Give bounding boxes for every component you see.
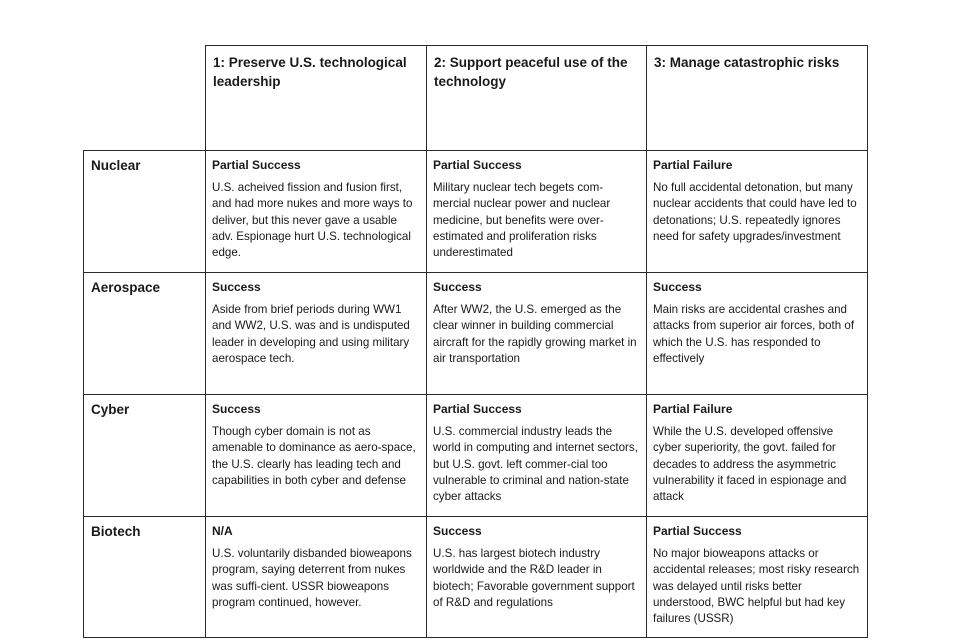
table-cell (427, 151, 647, 273)
row-label: Aerospace (84, 273, 206, 395)
cell-description: After WW2, the U.S. emerged as the clear winner in building commercial aircraft for the rapidly growing market in air transportation (433, 303, 637, 365)
table-cell (647, 151, 868, 273)
cell-description: Military nuclear tech begets com-mercial nuclear power and nuclear medicine, but benefits were over-estimated and proliferation risks underestimated (433, 181, 611, 260)
column-header-2: 2: Support peaceful use of the technology (427, 46, 647, 151)
table-cell (647, 273, 868, 395)
rating-label: N/A (212, 524, 233, 538)
corner-cell (84, 46, 206, 151)
cell-description: No major bioweapons attacks or accidental releases; most risky research was delayed until risks better understood, BWC helpful but had key failures (USSR) (653, 547, 860, 626)
table-cell (647, 517, 868, 638)
rating-label: Partial Success (433, 402, 522, 416)
cell-description: U.S. acheived fission and fusion first, and had more nukes and more ways to deliver, but this never gave a usable adv. Espionage hurt U.S. technological edge. (212, 181, 413, 260)
rating-label: Success (433, 280, 482, 294)
table-cell (206, 395, 427, 517)
rating-label: Partial Success (212, 158, 301, 172)
cell-description: Though cyber domain is not as amenable to dominance as aero-space, the U.S. clearly has leading tech and capabilities in both cyber and defense (212, 425, 416, 487)
column-header-3: 3: Manage catastrophic risks (647, 46, 868, 151)
table-cell (427, 273, 647, 395)
row-label: Biotech (84, 517, 206, 638)
cell-description: U.S. has largest biotech industry worldwide and the R&D leader in biotech; Favorable government support of R&D and regulations (433, 547, 635, 609)
column-header-1: 1: Preserve U.S. technological leadership (206, 46, 427, 151)
table-cell (427, 395, 647, 517)
cell-description: Aside from brief periods during WW1 and WW2, U.S. was and is undisputed leader in developing and using military aerospace tech. (212, 303, 410, 365)
row-label: Cyber (84, 395, 206, 517)
table-cell (427, 517, 647, 638)
cell-description: Main risks are accidental crashes and attacks from superior air forces, both of which the U.S. has responded to effectively (653, 303, 855, 365)
row-label: Nuclear (84, 151, 206, 273)
table-cell (206, 517, 427, 638)
rating-label: Partial Failure (653, 158, 733, 172)
rating-label: Success (212, 402, 261, 416)
table-cell (206, 273, 427, 395)
table-row (84, 273, 868, 395)
table-cell (206, 151, 427, 273)
cell-description: U.S. commercial industry leads the world in computing and internet sectors, but U.S. govt. left commer-cial too vulnerable to criminal and nation-state cyber attacks (433, 425, 638, 504)
table-row (84, 517, 868, 638)
rating-label: Success (212, 280, 261, 294)
rating-label: Partial Success (653, 524, 742, 538)
rating-label: Success (433, 524, 482, 538)
rating-label: Success (653, 280, 702, 294)
cell-description: U.S. voluntarily disbanded bioweapons program, saying deterrent from nukes was suffi-cient. USSR bioweapons program continued, however. (212, 547, 412, 609)
table-cell (647, 395, 868, 517)
header-row (84, 46, 868, 151)
rating-label: Partial Failure (653, 402, 733, 416)
table-row (84, 151, 868, 273)
cell-description: While the U.S. developed offensive cyber superiority, the govt. failed for decades to address the asymmetric vulnerability it faced in espionage and attack (653, 425, 847, 504)
assessment-table (83, 45, 868, 638)
rating-label: Partial Success (433, 158, 522, 172)
table-row (84, 395, 868, 517)
cell-description: No full accidental detonation, but many nuclear accidents that could have led to detonations; U.S. repeatedly ignores need for safety upgrades/investment (653, 181, 857, 243)
